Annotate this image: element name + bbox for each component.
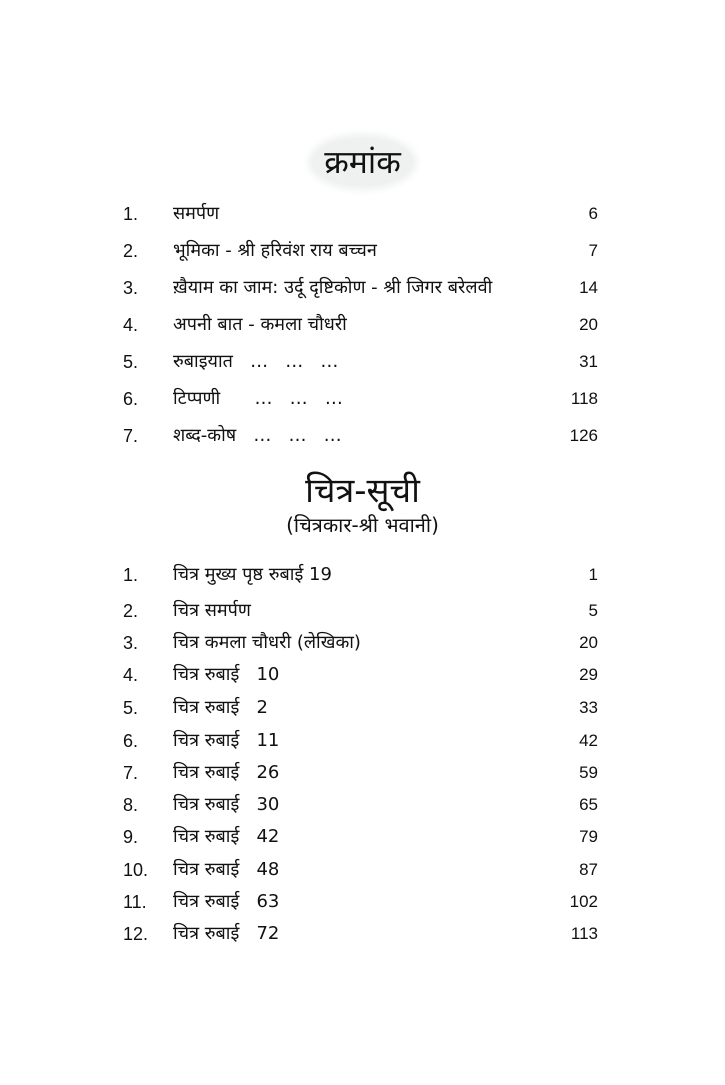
item-label: भूमिका - श्री हरिवंश राय बच्चन [173,240,377,261]
item-label: चित्र रुबाई 42 [173,826,280,847]
item-label: अपनी बात - कमला चौधरी [173,314,347,335]
contents-item [123,239,598,263]
item-page: 31 [579,352,598,371]
contents-heading [0,138,725,186]
item-label: टिप्पणी … … … [173,388,343,409]
item-number: 2. [123,241,139,261]
item-page: 6 [588,204,598,223]
contents-item [123,350,598,374]
item-page: 20 [579,633,598,652]
item-label: चित्र रुबाई 30 [173,794,280,815]
item-page: 33 [579,698,598,717]
illustration-item [123,696,598,720]
item-page: 42 [579,731,598,750]
item-page: 118 [570,389,598,408]
item-label: चित्र रुबाई 11 [173,730,280,751]
illustration-item [123,599,598,623]
item-number: 4. [123,665,139,685]
illustration-item [123,729,598,753]
item-page: 14 [579,278,598,297]
illustration-item [123,631,598,655]
item-label: शब्द-कोष … … … [173,425,342,446]
item-page: 1 [588,565,598,584]
item-number: 3. [123,278,139,298]
item-label: चित्र मुख्य पृष्ठ रुबाई 19 [173,564,332,585]
contents-item [123,424,598,448]
item-label: चित्र रुबाई 2 [173,697,268,718]
illustrations-heading [0,470,725,538]
illustration-item [123,922,598,946]
contents-title: क्रमांक [312,138,413,186]
item-number: 5. [123,698,139,718]
illustration-item [123,858,598,882]
item-page: 113 [570,924,598,943]
illustration-item [123,825,598,849]
item-label: चित्र रुबाई 63 [173,891,280,912]
item-label: ख़ैयाम का जाम: उर्दू दृष्टिकोण - श्री जिगर बरेलवी [173,277,493,298]
item-page: 87 [579,860,598,879]
item-number: 7. [123,763,139,783]
item-page: 5 [588,601,598,620]
item-page: 102 [569,892,598,911]
item-number: 5. [123,352,139,372]
illustration-item [123,663,598,687]
item-number: 1. [123,204,139,224]
item-label: चित्र रुबाई 10 [173,664,280,685]
illustrations-subtitle: (चित्रकार-श्री भवानी) [286,513,439,537]
contents-item [123,276,598,300]
item-number: 6. [123,389,139,409]
item-page: 7 [588,241,598,260]
illustrations-title: चित्र-सूची [305,471,420,511]
item-page: 126 [569,426,598,445]
item-number: 3. [123,633,139,653]
item-number: 8. [123,795,139,815]
illustration-item [123,793,598,817]
contents-item [123,313,598,337]
item-number: 6. [123,731,139,751]
item-page: 79 [579,827,598,846]
item-page: 20 [579,315,598,334]
item-page: 65 [579,795,598,814]
item-label: रुबाइयात … … … [173,351,339,372]
item-label: चित्र कमला चौधरी (लेखिका) [173,632,361,653]
item-number: 2. [123,601,139,621]
item-label: चित्र समर्पण [173,600,251,621]
item-number: 7. [123,426,139,446]
illustration-item [123,563,598,587]
illustration-item [123,761,598,785]
item-label: समर्पण [173,203,220,224]
item-label: चित्र रुबाई 72 [173,923,280,944]
contents-item [123,387,598,411]
item-label: चित्र रुबाई 48 [173,859,280,880]
contents-item [123,202,598,226]
item-number: 12. [123,924,149,944]
item-number: 10. [123,860,149,880]
item-number: 4. [123,315,139,335]
item-page: 59 [579,763,598,782]
item-number: 1. [123,565,139,585]
illustration-item [123,890,598,914]
item-number: 11. [123,892,147,912]
item-number: 9. [123,827,139,847]
item-page: 29 [579,665,598,684]
item-label: चित्र रुबाई 26 [173,762,280,783]
